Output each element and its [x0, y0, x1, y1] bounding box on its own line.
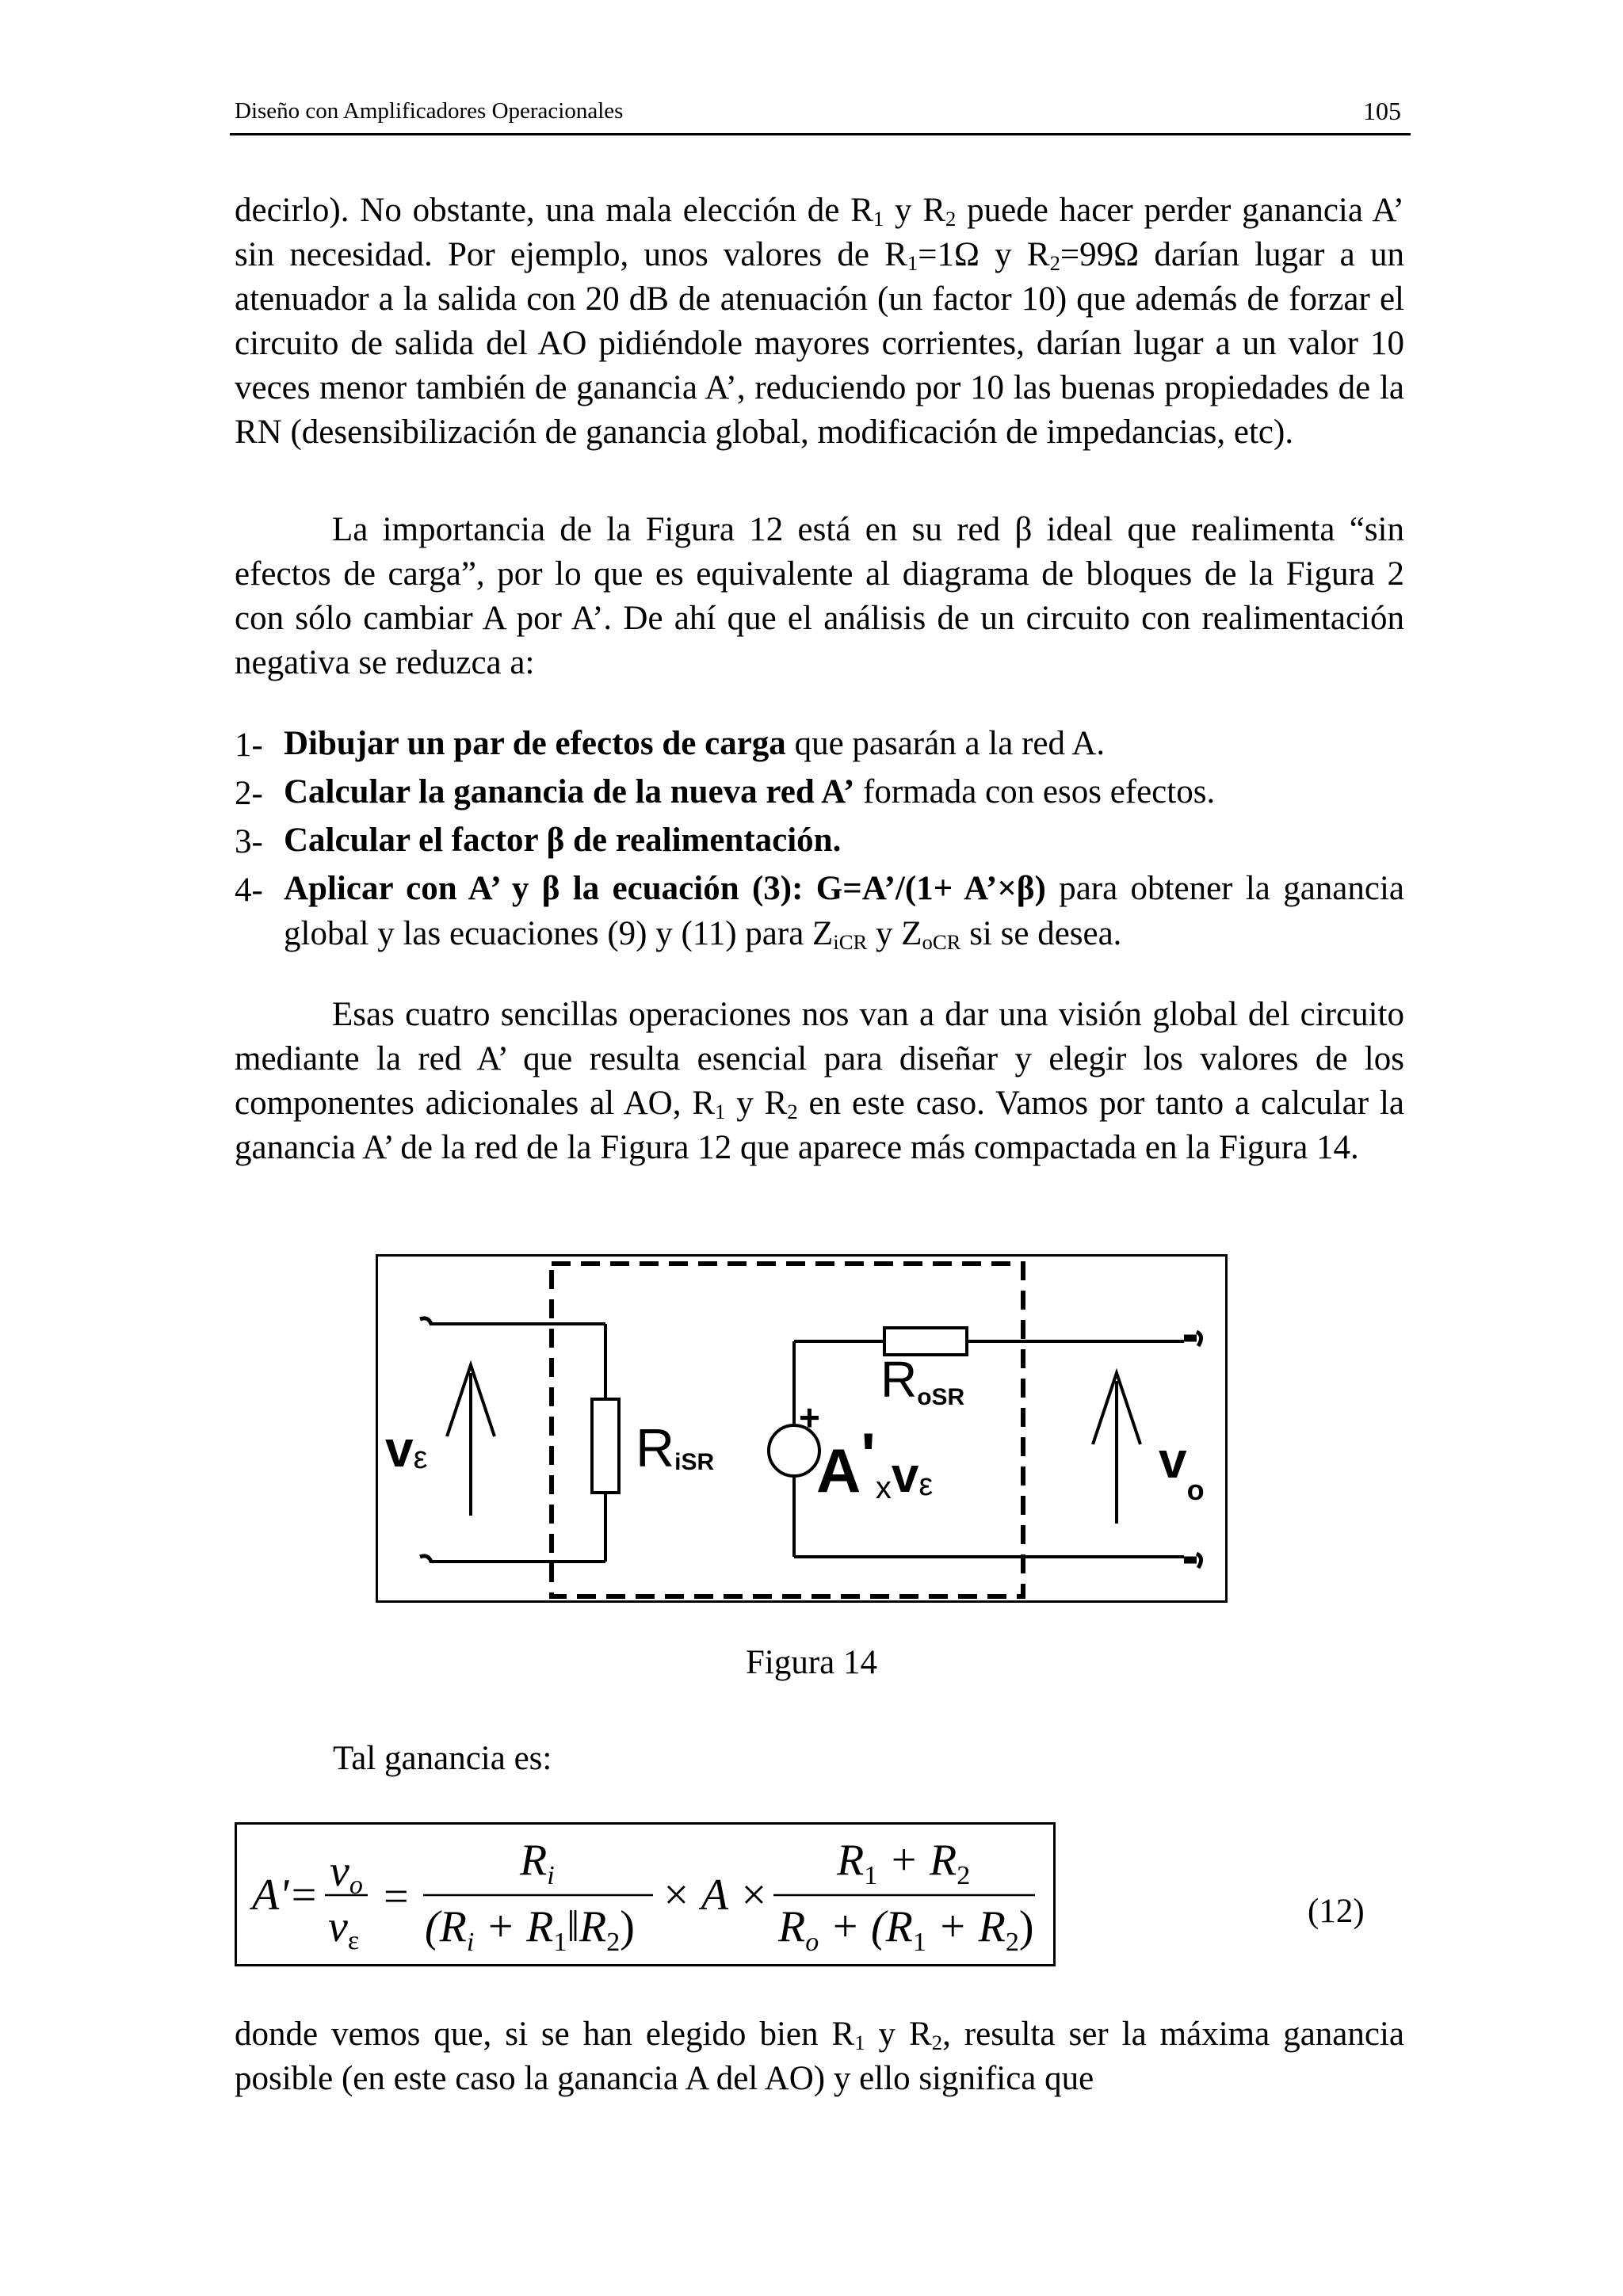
- paragraph-3: Esas cuatro sencillas operaciones nos van a dar una visión global del circuito mediante la red A’ que resulta esencial para diseñar y elegir los valores de los componentes adicionales al AO, $R_1$ y $R_2$ en este caso. Vamos por tanto a calcular la ganancia A’ de la red de la Figura 12 que aparece más compactada en la Figura 14.: [235, 996, 1404, 1166]
- input-resistor-label: RiSR: [636, 1418, 715, 1478]
- list-item: 3- Calcular el factor β de realimentación.: [235, 822, 842, 860]
- source-gain-label: $A'_xv\varepsilon$: [816, 1420, 934, 1505]
- svg-text:vε: vε: [328, 1902, 360, 1955]
- figure-caption: Figura 14: [745, 1644, 878, 1681]
- output-terminal-bottom: [1197, 1554, 1201, 1568]
- svg-text:Ro + (R1 + R2): $R_o + (R_1 + R_2)$: [778, 1902, 1034, 1957]
- svg-text:vo: vo: [330, 1847, 363, 1900]
- output-resistor-label: RoSR: [880, 1351, 965, 1410]
- formula-intro: Tal ganancia es:: [333, 1740, 552, 1777]
- input-terminal-bottom: [420, 1556, 431, 1562]
- input-voltage-label: vε: [385, 1421, 428, 1478]
- steps-list: [235, 721, 1404, 956]
- list-item: 4- Aplicar con A’ y β la ecuación (3): G=A’/(1+ A’×β) para obtener la ganancia global y las ecuaciones (9) y (11) para $Z_{iCR}$ y $Z_{oCR}$ si se desea.: [235, 870, 1405, 954]
- paragraph-1: decirlo). No obstante, una mala elección de $R_1$ y $R_2$ puede hacer perder ganancia A’ sin necesidad. Por ejemplo, unos valores de $R_1=1\Omega$ y $R_2=99\Omega$ darían lugar a un atenuador a la salida con 20 dB de atenuación (un factor 10) que además de forzar el circuito de salida del AO pidiéndole mayores corrientes, darían lugar a un valor 10 veces menor también de ganancia A’, reduciendo por 10 las buenas propiedades de la RN (desensibilización de ganancia global, modificación de impedancias, etc).: [235, 192, 1404, 451]
- svg-text:(Ri + R1‖R2): ($R_i$ + $R_1‖R_2$): [425, 1902, 635, 1957]
- paragraph-2: La importancia de la Figura 12 está en su red β ideal que realimenta “sin efectos de carga”, por lo que es equivalente al diagrama de bloques de la Figura 2 con sólo cambiar A por A’. De ahí que el análisis de un circuito con realimentación negativa se reduzca a:: [235, 511, 1404, 681]
- svg-text:× A ×: × A ×: [661, 1871, 769, 1920]
- gain-formula: [235, 1822, 1056, 1966]
- page-header: [230, 93, 1411, 135]
- source-plus-sign: +: [799, 1397, 820, 1438]
- figure-14-circuit: [376, 1254, 1228, 1603]
- svg-text:R1 + R2: $R_1 + R_2$: [837, 1836, 971, 1890]
- list-item: 1- Dibujar un par de efectos de carga que pasarán a la red A.: [235, 725, 1106, 764]
- output-voltage-label: $v_o$: [1159, 1432, 1205, 1506]
- list-item: 2- Calcular la ganancia de la nueva red A’ formada con esos efectos.: [235, 773, 1216, 812]
- svg-text:A'=: A'=: [252, 1871, 319, 1920]
- input-terminal-top: [420, 1318, 431, 1324]
- paragraph-4: donde vemos que, si se han elegido bien $R_1$ y $R_2$, resulta ser la máxima ganancia posible (en este caso la ganancia A del AO) y ello significa que: [235, 2016, 1404, 2097]
- svg-text:Ri: $R_i$: [520, 1836, 555, 1890]
- running-title: Diseño con Amplificadores Operacionales: [235, 98, 624, 124]
- equation-number: (12): [1308, 1893, 1365, 1930]
- page-number: 105: [1363, 97, 1401, 125]
- input-resistor: [592, 1399, 619, 1493]
- svg-text:=: =: [384, 1872, 409, 1921]
- output-terminal-top: [1197, 1332, 1201, 1346]
